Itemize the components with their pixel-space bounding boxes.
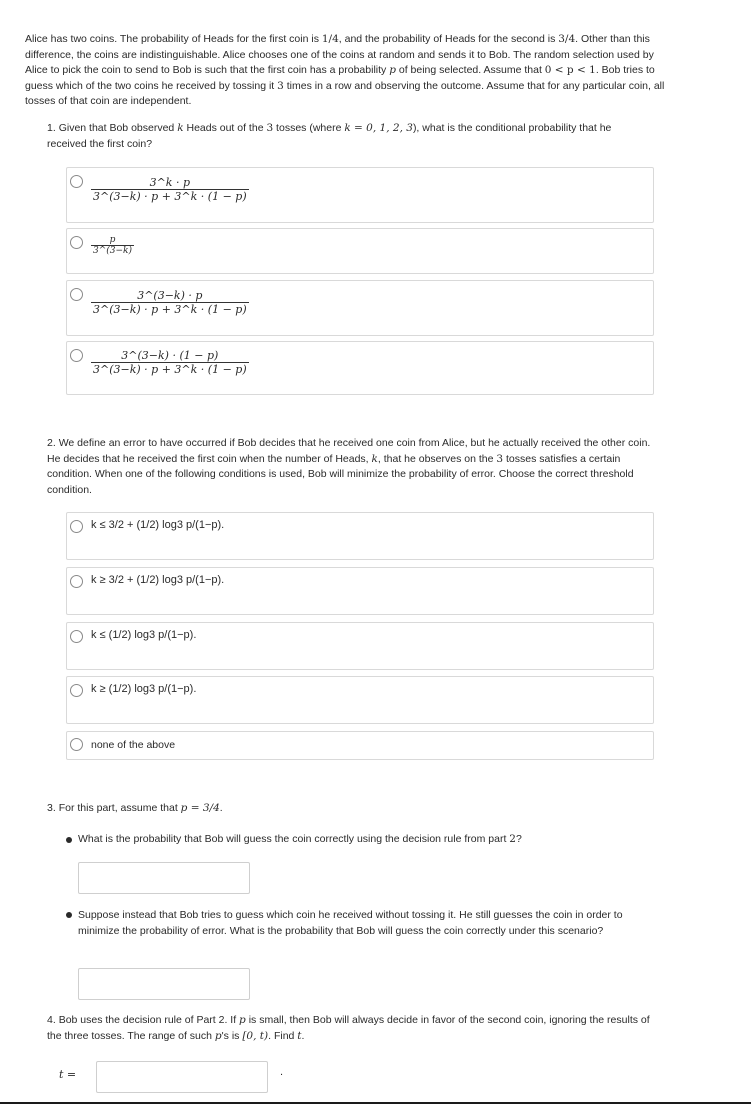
q4-trailing-period: . (280, 1066, 284, 1078)
bullet-2 (66, 912, 72, 918)
radio-button[interactable] (70, 175, 83, 188)
radio-button[interactable] (70, 349, 83, 362)
q2-option-1-formula: k ≤ 3/2 + (1/2) log3 p/(1−p). (91, 519, 225, 531)
bottom-divider (0, 1102, 751, 1104)
q2-option-5[interactable] (66, 731, 654, 760)
radio-button[interactable] (70, 236, 83, 249)
problem-intro: Alice has two coins. The probability of Heads for the first coin is 1/4, and the probability of Heads for the second is 3/4. Other than this difference, the coins are indistinguishable. Alice chooses one of the coins at random and sends it to Bob. The random selection used by Alice to pick the coin to send to Bob is such that the first coin has a probability p of being selected. Assume that 0 < p < 1. Bob tries to guess which of the two coins he received by tossing it 3 times in a row and observing the outcome. Assume that for any particular coin, all tosses of that coin are independent. (25, 33, 665, 107)
radio-button[interactable] (70, 684, 83, 697)
q2-option-1[interactable] (66, 512, 654, 560)
radio-button[interactable] (70, 288, 83, 301)
question-1-text: 1. Given that Bob observed k Heads out of the 3 tosses (where k = 0, 1, 2, 3), what is the conditional probability that he received the first coin? (47, 122, 612, 150)
q2-option-4-formula: k ≥ (1/2) log3 p/(1−p). (91, 683, 197, 695)
radio-button[interactable] (70, 630, 83, 643)
question-4-text: 4. Bob uses the decision rule of Part 2. If p is small, then Bob will always decide in favor of the second coin, ignoring the results of the three tosses. The range of such p's is [0, t). Find t. (47, 1014, 650, 1042)
q1-option-1[interactable] (66, 167, 654, 223)
q2-option-5-label: none of the above (91, 739, 176, 751)
q1-option-3-formula: $\frac{3\^{}(3-k) \cdot p}{3\^{}(3-k) \cdot p + 3\^{}k \cdot (1 - p)}$ (93, 289, 247, 316)
bullet-1 (66, 837, 72, 843)
q1-option-4-formula: $\frac{3\^{}(3-k) \cdot (1 - p)}{3\^{}(3-k) \cdot p + 3\^{}k \cdot (1 - p)}$ (93, 349, 247, 376)
q2-option-2[interactable] (66, 567, 654, 615)
q1-option-2[interactable] (66, 228, 654, 274)
q1-option-3[interactable] (66, 280, 654, 336)
q2-option-2-formula: k ≥ 3/2 + (1/2) log3 p/(1−p). (91, 574, 225, 586)
q3-bullet-2-text: Suppose instead that Bob tries to guess which coin he received without tossing it. He still guesses the coin in order to minimize the probability of error. What is the probability that Bob will guess the coin correctly under this scenario? (78, 909, 623, 937)
radio-button[interactable] (70, 575, 83, 588)
question-2-text: 2. We define an error to have occurred if Bob decides that he received one coin from Alice, but he actually received the other coin. He decides that he received the first coin when the number of Heads, k, that he observes on the 3 tosses satisfies a certain condition. When one of the following conditions is used, Bob will minimize the probability of error. Choose the correct threshold condition. (47, 437, 651, 496)
q2-option-3-formula: k ≤ (1/2) log3 p/(1−p). (91, 629, 197, 641)
q3-bullet-1-text: What is the probability that Bob will guess the coin correctly using the decision rule from part 2? (78, 833, 522, 845)
radio-button[interactable] (70, 520, 83, 533)
q1-option-4[interactable] (66, 341, 654, 395)
q3-answer-1-input[interactable] (78, 862, 250, 894)
q1-option-2-formula: $\frac{p}{3\^{}(3-k)}$ (93, 235, 133, 256)
q4-t-label: t = (59, 1068, 77, 1081)
q1-option-1-formula: $\frac{3\^{}k \cdot p}{3\^{}(3-k) \cdot p + 3\^{}k \cdot (1 - p)}$ (93, 176, 247, 203)
question-3-text: 3. For this part, assume that p = 3/4. (47, 802, 223, 814)
q4-answer-input[interactable] (96, 1061, 268, 1093)
q3-answer-2-input[interactable] (78, 968, 250, 1000)
radio-button[interactable] (70, 738, 83, 751)
q2-option-4[interactable] (66, 676, 654, 724)
q2-option-3[interactable] (66, 622, 654, 670)
